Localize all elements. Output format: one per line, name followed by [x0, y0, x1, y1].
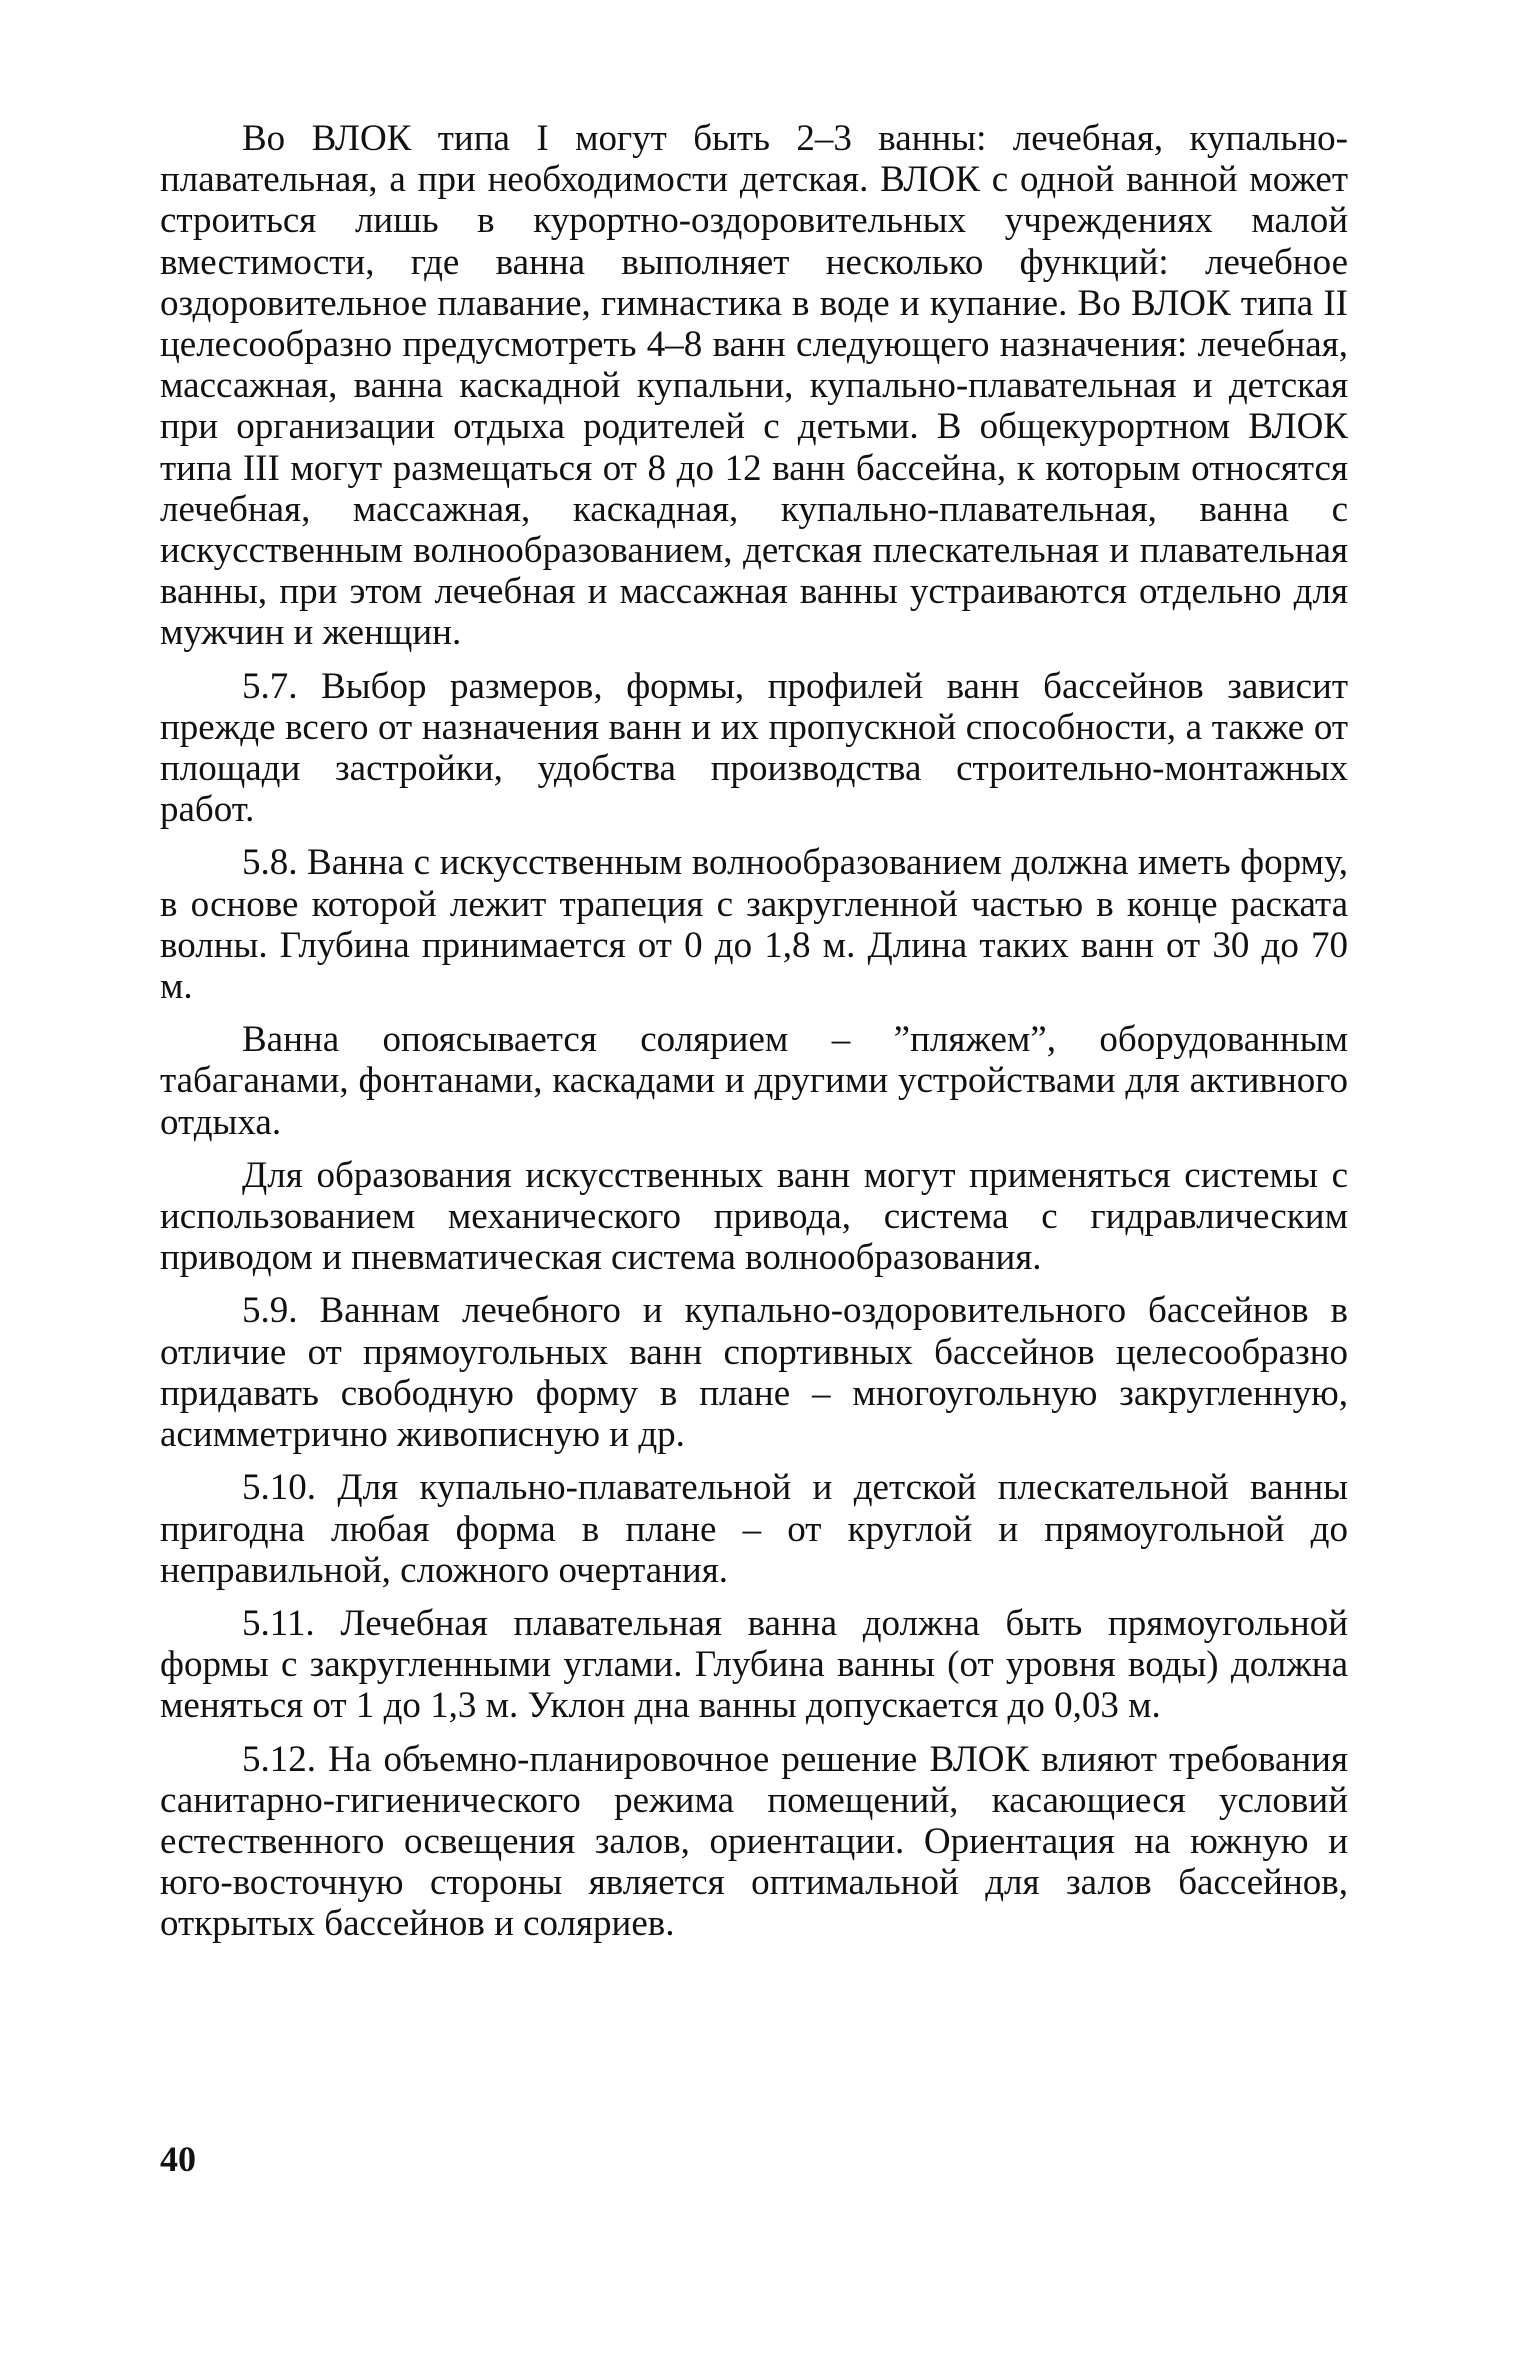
paragraph-5-12 — [160, 1739, 1348, 1945]
paragraph-5-8 — [160, 842, 1348, 1007]
paragraph-text: Ванна опоясывается солярием – ”пляжем”, оборудованным табаганами, фонтанами, каскадами и другими устройствами для активного отдыха. — [160, 1019, 1348, 1143]
paragraph-text: Выбор размеров, формы, профилей ванн бассейнов зависит прежде всего от назначения ванн и их пропускной способности, а также от площади застройки, удобства производства строительно-монтажных работ. — [160, 665, 1348, 831]
paragraph-solarium — [160, 1019, 1348, 1143]
paragraph-5-7 — [160, 666, 1348, 831]
paragraph-text: Для купально-плавательной и детской плескательной ванны пригодна любая форма в плане – от круглой и прямоугольной до неправильной, сложного очертания. — [160, 1467, 1348, 1591]
paragraph-vlok-types — [160, 118, 1348, 654]
clause-number: 5.7. — [242, 665, 298, 707]
page-number: 40 — [160, 2139, 196, 2179]
document-body — [160, 118, 1348, 1957]
paragraph-text: На объемно-планировочное решение ВЛОК влияют требования санитарно-гигиенического режима помещений, касающиеся условий естественного освещения залов, ориентации. Ориентация на южную и юго-восточную стороны является оптимальной для залов бассейнов, открытых бассейнов и соляриев. — [160, 1738, 1348, 1945]
paragraph-5-9 — [160, 1290, 1348, 1455]
clause-number: 5.10. — [242, 1467, 316, 1509]
paragraph-wave-systems — [160, 1155, 1348, 1279]
paragraph-text: Лечебная плавательная ванна должна быть прямоугольной формы с закругленными углами. Глубина ванны (от уровня воды) должна меняться от 1 до 1,3 м. Уклон дна ванны допускается до 0,03 м. — [160, 1602, 1349, 1727]
paragraph-5-11 — [160, 1603, 1348, 1727]
clause-number: 5.8. — [242, 842, 298, 884]
paragraph-5-10 — [160, 1467, 1348, 1591]
clause-number: 5.11. — [242, 1602, 315, 1644]
paragraph-text: Ваннам лечебного и купально-оздоровительного бассейнов в отличие от прямоугольных ванн спортивных бассейнов целесообразно придавать свободную форму в плане – многоугольную закругленную, асимметрично живописную и др. — [160, 1290, 1348, 1456]
paragraph-text: Ванна с искусственным волнообразованием должна иметь форму, в основе которой лежит трапеция с закругленной частью в конце раската волны. Глубина принимается от 0 до 1,8 м. Длина таких ванн от 30 до 70 м. — [160, 842, 1348, 1008]
paragraph-text: Во ВЛОК типа I могут быть 2–3 ванны: лечебная, купально-плавательная, а при необходимости детская. ВЛОК с одной ванной может строиться лишь в курортно-оздоровительных учреждениях малой вместимости, где ванна выполняет несколько функций: лечебное оздоровительное плавание, гимнастика в воде и купание. Во ВЛОК типа II целесообразно предусмотреть 4–8 ванн следующего назначения: лечебная, массажная, ванна каскадной купальни, купально-плавательная и детская при организации отдыха родителей с детьми. В общекурортном ВЛОК типа III могут размещаться от 8 до 12 ванн бассейна, к которым относятся лечебная, массажная, каскадная, купально-плавательная, ванна с искусственным волнообразованием, детская плескательная и плавательная ванны, при этом лечебная и массажная ванны устраиваются отдельно для мужчин и женщин. — [160, 118, 1348, 654]
paragraph-text: Для образования искусственных ванн могут применяться системы с использованием механического привода, система с гидравлическим приводом и пневматическая система волнообразования. — [160, 1154, 1348, 1279]
clause-number: 5.12. — [242, 1738, 316, 1780]
clause-number: 5.9. — [242, 1290, 298, 1332]
